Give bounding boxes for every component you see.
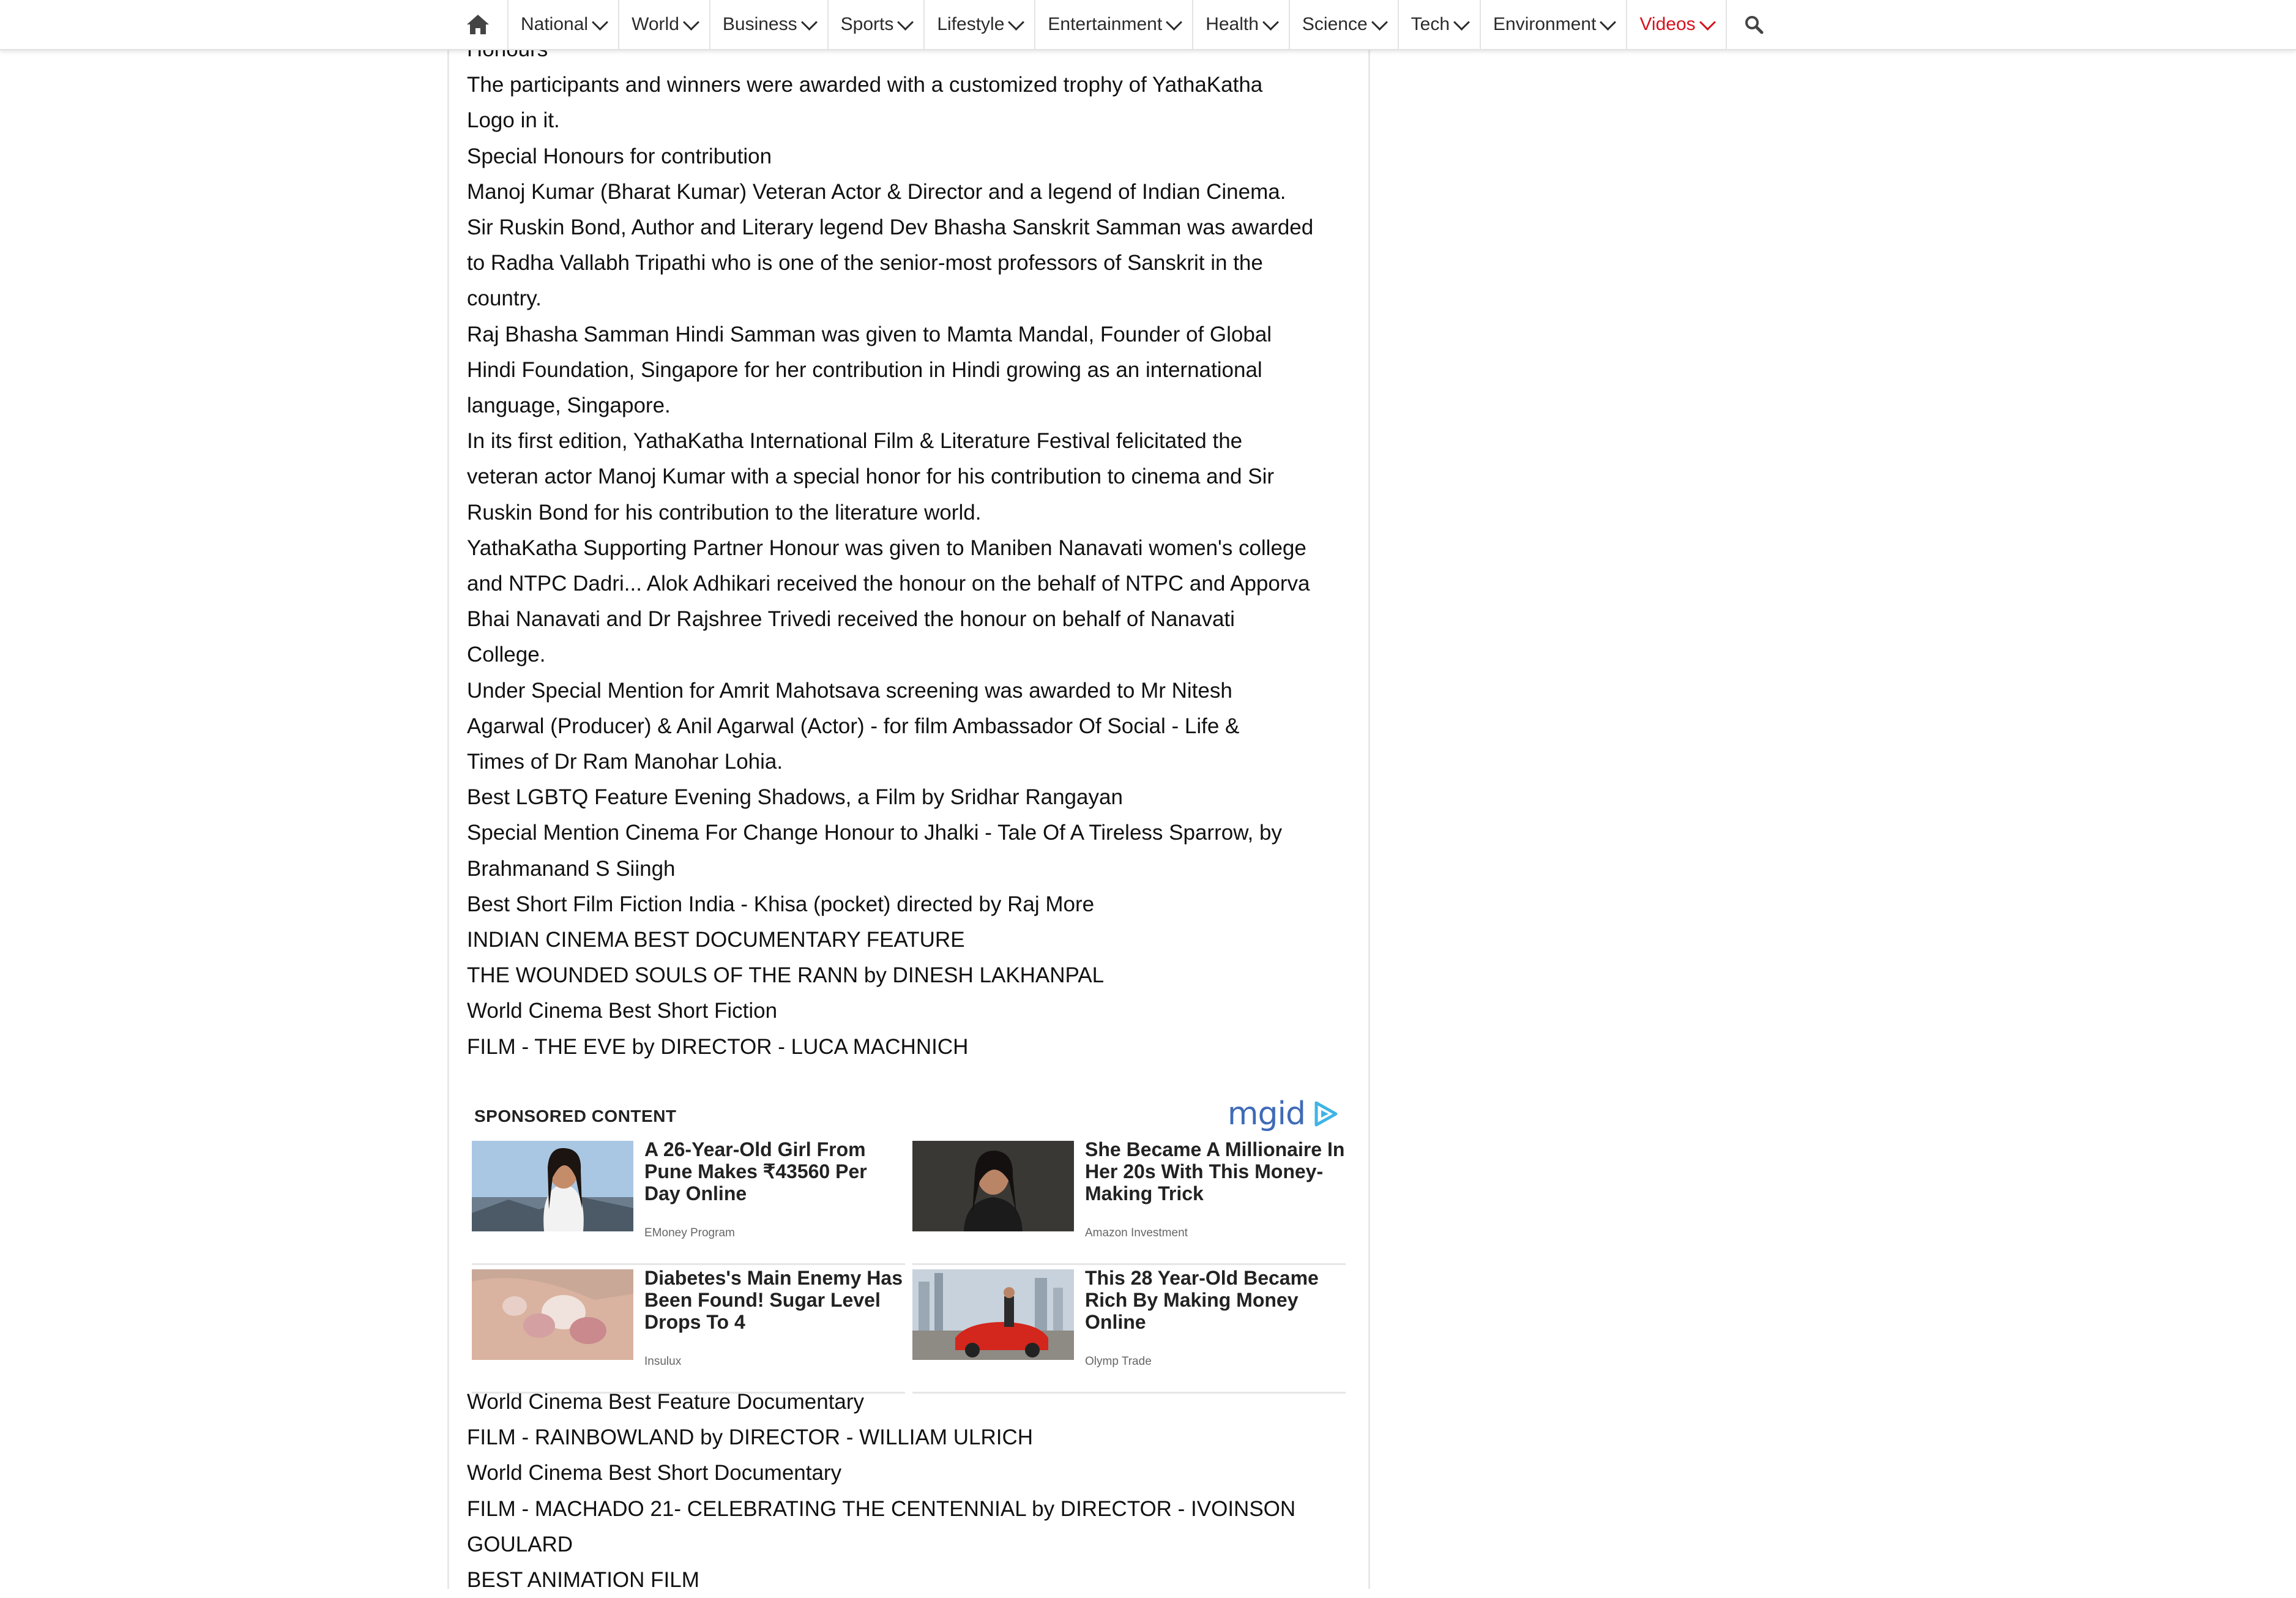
sponsored-card[interactable] — [912, 1138, 1346, 1265]
nav-item-sports[interactable] — [829, 0, 925, 49]
nav-label: Videos — [1639, 14, 1696, 34]
card-headline[interactable]: She Became A Millionaire In Her 20s With This Money-Making Trick — [1085, 1138, 1345, 1204]
article-line: In its first edition, YathaKatha International Film & Literature Festival felicitated the — [467, 429, 1243, 454]
article-line: language, Singapore. — [467, 394, 671, 418]
article-line: College. — [467, 643, 546, 667]
card-thumbnail[interactable] — [912, 1141, 1074, 1231]
card-headline[interactable]: Diabetes's Main Enemy Has Been Found! Sugar Level Drops To 4 — [644, 1267, 903, 1333]
sponsored-card[interactable] — [472, 1269, 905, 1394]
article-line: Under Special Mention for Amrit Mahotsava screening was awarded to Mr Nitesh — [467, 678, 1232, 703]
home-icon — [466, 13, 490, 35]
chevron-down-icon — [897, 14, 914, 31]
article-line: The participants and winners were awarded with a customized trophy of YathaKatha — [467, 73, 1263, 97]
article-line: YathaKatha Supporting Partner Honour was given to Maniben Nanavati women's college — [467, 536, 1306, 560]
article-line: Times of Dr Ram Manohar Lohia. — [467, 750, 783, 774]
article-line: FILM - THE EVE by DIRECTOR - LUCA MACHNICH — [467, 1034, 969, 1059]
article-line: World Cinema Best Short Fiction — [467, 999, 778, 1023]
article-line: Special Honours for contribution — [467, 144, 772, 168]
chevron-down-icon — [592, 14, 608, 31]
mgid-logo[interactable] — [1228, 1096, 1338, 1132]
chevron-down-icon — [1453, 14, 1470, 31]
article-line: Raj Bhasha Samman Hindi Samman was given to Mamta Mandal, Founder of Global — [467, 322, 1272, 346]
nav-label: Environment — [1493, 14, 1597, 34]
article-column — [447, 0, 1370, 1592]
article-line: World Cinema Best Short Documentary — [467, 1461, 842, 1485]
article-line: Hindi Foundation, Singapore for her contribution in Hindi growing as an international — [467, 357, 1262, 382]
article-line: to Radha Vallabh Tripathi who is one of the senior-most professors of Sanskrit in the — [467, 251, 1263, 275]
nav-item-entertainment[interactable] — [1035, 0, 1193, 49]
nav-label: Tech — [1411, 14, 1450, 34]
top-navigation-bar — [0, 0, 2296, 50]
nav-item-science[interactable] — [1290, 0, 1399, 49]
article-line: and NTPC Dadri... Alok Adhikari received the honour on the behalf of NTPC and Apporva — [467, 572, 1310, 596]
adchoices-icon — [1313, 1100, 1338, 1127]
sponsored-title: SPONSORED CONTENT — [474, 1107, 677, 1126]
chevron-down-icon — [1600, 14, 1617, 31]
chevron-down-icon — [1371, 14, 1388, 31]
card-thumbnail[interactable] — [912, 1269, 1074, 1360]
card-headline[interactable]: A 26-Year-Old Girl From Pune Makes ₹43560 Per Day Online — [644, 1138, 867, 1204]
article-body-top — [467, 32, 1360, 1065]
card-thumbnail[interactable] — [472, 1141, 633, 1231]
nav-item-environment[interactable] — [1481, 0, 1627, 49]
nav-label: Business — [722, 14, 797, 34]
article-line: FILM - RAINBOWLAND by DIRECTOR - WILLIAM ULRICH — [467, 1425, 1034, 1450]
article-line: FILM - MACHADO 21- CELEBRATING THE CENTENNIAL by DIRECTOR - IVOINSON — [467, 1496, 1296, 1521]
article-line: THE WOUNDED SOULS OF THE RANN by DINESH LAKHANPAL — [467, 963, 1105, 988]
nav-label: Science — [1302, 14, 1368, 34]
article-line: Ruskin Bond for his contribution to the literature world. — [467, 500, 982, 525]
article-line: Agarwal (Producer) & Anil Agarwal (Actor) - for film Ambassador Of Social - Life & — [467, 714, 1240, 738]
chevron-down-icon — [801, 14, 818, 31]
nav-label: Lifestyle — [937, 14, 1005, 34]
nav-label: National — [521, 14, 589, 34]
article-body-bottom — [467, 1384, 1360, 1598]
sponsored-card[interactable] — [472, 1138, 905, 1265]
nav-label: World — [632, 14, 679, 34]
article-line: Bhai Nanavati and Dr Rajshree Trivedi received the honour on behalf of Nanavati — [467, 607, 1235, 632]
nav-item-world[interactable] — [619, 0, 710, 49]
article-line: Brahmanand S Siingh — [467, 856, 676, 881]
card-source: Olymp Trade — [1085, 1355, 1152, 1368]
article-line: BEST ANIMATION FILM — [467, 1568, 699, 1592]
article-line: country. — [467, 286, 542, 311]
nav-label: Health — [1206, 14, 1259, 34]
nav-item-health[interactable] — [1193, 0, 1290, 49]
card-source: Insulux — [644, 1355, 682, 1368]
nav-menu — [449, 0, 1781, 49]
card-source: Amazon Investment — [1085, 1227, 1188, 1239]
nav-item-business[interactable] — [710, 0, 829, 49]
card-source: EMoney Program — [644, 1227, 735, 1239]
article-line: INDIAN CINEMA BEST DOCUMENTARY FEATURE — [467, 928, 965, 952]
chevron-down-icon — [683, 14, 699, 31]
article-line: Sir Ruskin Bond, Author and Literary legend Dev Bhasha Sanskrit Samman was awarded — [467, 215, 1314, 240]
article-line: Best LGBTQ Feature Evening Shadows, a Film by Sridhar Rangayan — [467, 785, 1123, 810]
card-headline[interactable]: This 28 Year-Old Became Rich By Making Money Online — [1085, 1267, 1319, 1333]
article-line: Special Mention Cinema For Change Honour to Jhalki - Tale Of A Tireless Sparrow, by — [467, 821, 1282, 845]
nav-item-lifestyle[interactable] — [925, 0, 1035, 49]
sponsored-card[interactable] — [912, 1269, 1346, 1394]
article-line: veteran actor Manoj Kumar with a special honor for his contribution to cinema and Sir — [467, 465, 1274, 489]
nav-label: Sports — [840, 14, 894, 34]
nav-item-tech[interactable] — [1399, 0, 1481, 49]
home-button[interactable] — [449, 0, 509, 49]
search-button[interactable] — [1727, 0, 1781, 49]
article-line: Best Short Film Fiction India - Khisa (pocket) directed by Raj More — [467, 892, 1095, 916]
sponsored-content-widget — [471, 1089, 1352, 1383]
article-line: Logo in it. — [467, 108, 560, 133]
nav-item-national[interactable] — [509, 0, 619, 49]
chevron-down-icon — [1166, 14, 1182, 31]
article-line: GOULARD — [467, 1532, 573, 1556]
search-icon — [1744, 15, 1764, 34]
nav-label: Entertainment — [1048, 14, 1163, 34]
card-thumbnail[interactable] — [472, 1269, 633, 1360]
chevron-down-icon — [1699, 14, 1716, 31]
mgid-wordmark: mgid — [1227, 1096, 1305, 1132]
article-line: World Cinema Best Feature Documentary — [467, 1390, 865, 1414]
chevron-down-icon — [1008, 14, 1024, 31]
nav-item-videos[interactable] — [1627, 0, 1726, 49]
chevron-down-icon — [1262, 14, 1279, 31]
article-line: Manoj Kumar (Bharat Kumar) Veteran Actor & Director and a legend of Indian Cinema. — [467, 179, 1286, 204]
